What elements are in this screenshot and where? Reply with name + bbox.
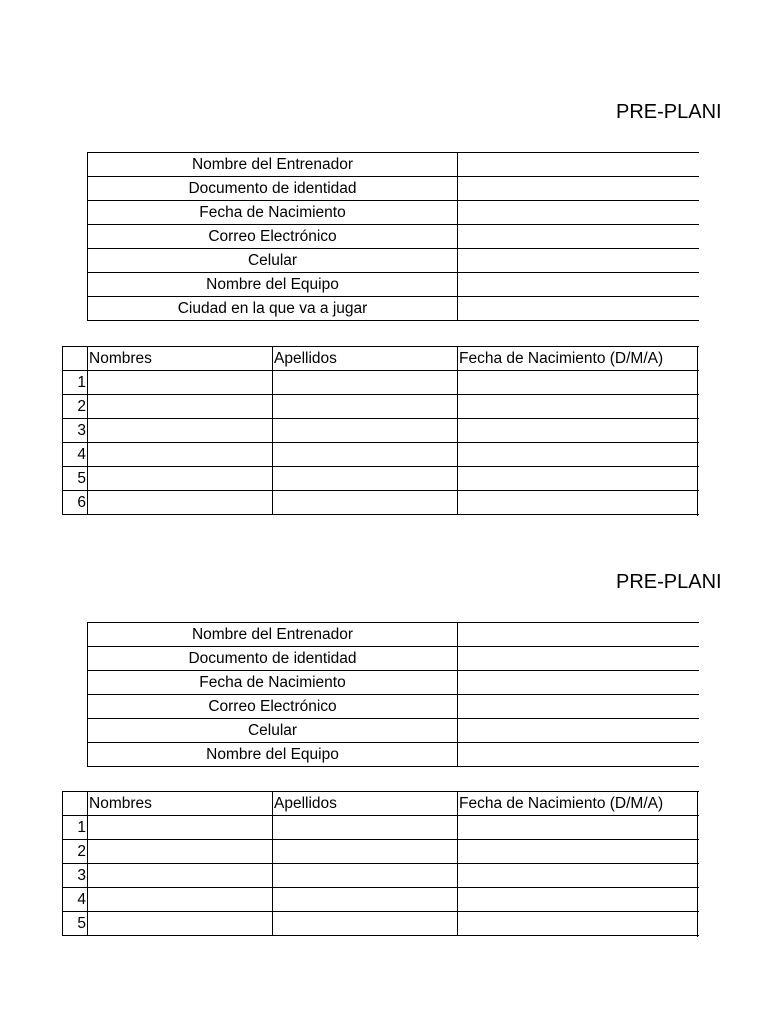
fecha-cell[interactable] [458, 467, 699, 491]
info-value-cell[interactable] [458, 719, 699, 743]
apellidos-cell[interactable] [273, 371, 458, 395]
row-number-header [63, 792, 88, 816]
roster-header-row [63, 792, 699, 816]
row-number: 4 [63, 443, 88, 467]
row-number: 5 [63, 467, 88, 491]
info-value-cell[interactable] [458, 225, 699, 249]
info-label: Celular [88, 719, 458, 743]
info-value-cell[interactable] [458, 297, 699, 321]
info-row [88, 623, 699, 647]
fecha-cell[interactable] [458, 888, 699, 912]
roster-row [63, 912, 699, 936]
roster-row [63, 371, 699, 395]
info-value-cell[interactable] [458, 671, 699, 695]
info-row [88, 297, 699, 321]
roster-row [63, 395, 699, 419]
roster-row [63, 419, 699, 443]
row-number: 6 [63, 491, 88, 515]
info-value-cell[interactable] [458, 273, 699, 297]
info-label: Nombre del Equipo [88, 273, 458, 297]
info-value-cell[interactable] [458, 177, 699, 201]
info-label: Correo Electrónico [88, 695, 458, 719]
row-number: 4 [63, 888, 88, 912]
row-number-header [63, 347, 88, 371]
roster-row [63, 888, 699, 912]
fecha-cell[interactable] [458, 840, 699, 864]
fecha-cell[interactable] [458, 443, 699, 467]
info-row [88, 153, 699, 177]
info-value-cell[interactable] [458, 201, 699, 225]
header-fecha-nacimiento: Fecha de Nacimiento (D/M/A) [458, 347, 699, 371]
info-value-cell[interactable] [458, 153, 699, 177]
info-value-cell[interactable] [458, 623, 699, 647]
row-number: 1 [63, 371, 88, 395]
apellidos-cell[interactable] [273, 467, 458, 491]
nombres-cell[interactable] [88, 371, 273, 395]
section-2-title: PRE-PLANI [616, 571, 722, 593]
info-value-cell[interactable] [458, 743, 699, 767]
roster-1-right-border [697, 346, 698, 516]
header-nombres: Nombres [88, 347, 273, 371]
row-number: 5 [63, 912, 88, 936]
section-1-title: PRE-PLANI [616, 101, 722, 123]
info-value-cell[interactable] [458, 249, 699, 273]
nombres-cell[interactable] [88, 395, 273, 419]
header-apellidos: Apellidos [273, 792, 458, 816]
header-nombres: Nombres [88, 792, 273, 816]
nombres-cell[interactable] [88, 491, 273, 515]
nombres-cell[interactable] [88, 467, 273, 491]
roster-row [63, 467, 699, 491]
header-fecha-nacimiento: Fecha de Nacimiento (D/M/A) [458, 792, 699, 816]
info-label: Documento de identidad [88, 647, 458, 671]
info-label: Documento de identidad [88, 177, 458, 201]
row-number: 2 [63, 395, 88, 419]
info-label: Fecha de Nacimiento [88, 201, 458, 225]
apellidos-cell[interactable] [273, 840, 458, 864]
info-row [88, 647, 699, 671]
fecha-cell[interactable] [458, 864, 699, 888]
info-row [88, 201, 699, 225]
nombres-cell[interactable] [88, 443, 273, 467]
row-number: 3 [63, 419, 88, 443]
section-1-roster-table [62, 346, 699, 515]
info-label: Ciudad en la que va a jugar [88, 297, 458, 321]
apellidos-cell[interactable] [273, 912, 458, 936]
fecha-cell[interactable] [458, 419, 699, 443]
apellidos-cell[interactable] [273, 864, 458, 888]
nombres-cell[interactable] [88, 840, 273, 864]
info-row [88, 695, 699, 719]
apellidos-cell[interactable] [273, 419, 458, 443]
apellidos-cell[interactable] [273, 491, 458, 515]
info-label: Nombre del Entrenador [88, 623, 458, 647]
roster-row [63, 443, 699, 467]
fecha-cell[interactable] [458, 491, 699, 515]
info-label: Celular [88, 249, 458, 273]
info-label: Nombre del Entrenador [88, 153, 458, 177]
info-row [88, 225, 699, 249]
apellidos-cell[interactable] [273, 395, 458, 419]
nombres-cell[interactable] [88, 816, 273, 840]
roster-row [63, 491, 699, 515]
info-row [88, 273, 699, 297]
row-number: 3 [63, 864, 88, 888]
info-label: Fecha de Nacimiento [88, 671, 458, 695]
nombres-cell[interactable] [88, 864, 273, 888]
section-2-roster-table [62, 791, 699, 936]
info-row [88, 743, 699, 767]
fecha-cell[interactable] [458, 371, 699, 395]
row-number: 2 [63, 840, 88, 864]
row-number: 1 [63, 816, 88, 840]
info-row [88, 177, 699, 201]
roster-row [63, 864, 699, 888]
apellidos-cell[interactable] [273, 816, 458, 840]
info-row [88, 671, 699, 695]
roster-header-row [63, 347, 699, 371]
info-value-cell[interactable] [458, 695, 699, 719]
apellidos-cell[interactable] [273, 888, 458, 912]
roster-2-right-border [697, 791, 698, 937]
fecha-cell[interactable] [458, 816, 699, 840]
header-apellidos: Apellidos [273, 347, 458, 371]
nombres-cell[interactable] [88, 888, 273, 912]
fecha-cell[interactable] [458, 395, 699, 419]
info-label: Nombre del Equipo [88, 743, 458, 767]
nombres-cell[interactable] [88, 912, 273, 936]
roster-row [63, 816, 699, 840]
fecha-cell[interactable] [458, 912, 699, 936]
info-value-cell[interactable] [458, 647, 699, 671]
apellidos-cell[interactable] [273, 443, 458, 467]
info-label: Correo Electrónico [88, 225, 458, 249]
info-row [88, 249, 699, 273]
nombres-cell[interactable] [88, 419, 273, 443]
section-2-coach-info-table [87, 622, 699, 767]
info-row [88, 719, 699, 743]
section-1-coach-info-table [87, 152, 699, 321]
roster-row [63, 840, 699, 864]
